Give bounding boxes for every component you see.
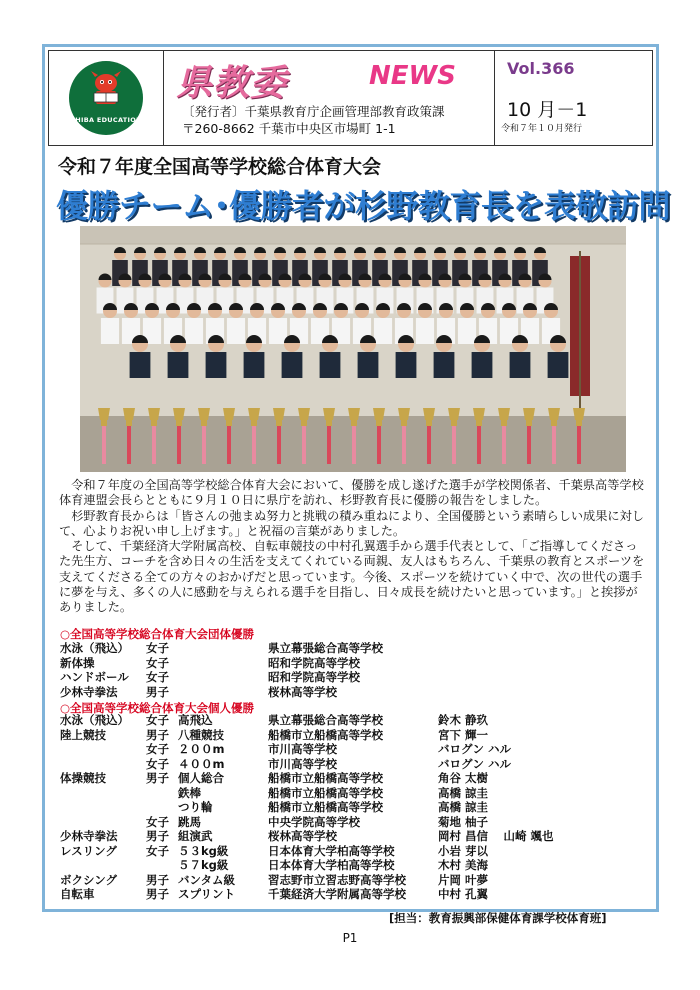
ribbon xyxy=(352,426,356,464)
person-silhouette xyxy=(227,318,245,344)
paragraph: 杉野教育長からは「皆さんの弛まぬ努力と挑戦の積み重ねにより、全国優勝という素晴らしい成果に対して、心よりお祝い申し上げます。」と祝福の言葉がありました。 xyxy=(59,508,644,538)
event-name: ２００m xyxy=(178,742,225,756)
ribbon xyxy=(477,426,481,464)
event-name: つり輪 xyxy=(178,800,213,814)
gender: 女子 xyxy=(146,756,169,771)
mascot-icon xyxy=(85,69,127,109)
gender: 女子 xyxy=(146,713,169,727)
gender: 男子 xyxy=(146,872,169,887)
logo-text: CHIBA EDUCATION xyxy=(70,116,142,124)
school-name: 昭和学院高等学校 xyxy=(268,655,360,670)
gender: 女子 xyxy=(146,670,169,684)
event-name: 高飛込 xyxy=(178,713,213,727)
school-name: 船橋市立船橋高等学校 xyxy=(268,800,383,814)
individual-result-row xyxy=(60,757,620,771)
individual-result-row xyxy=(60,728,620,742)
publisher-line-2: 〒260-8662 千葉市中央区市場町 1-1 xyxy=(182,121,396,136)
logo-box xyxy=(49,51,164,145)
individual-result-row xyxy=(60,844,620,858)
person-silhouette xyxy=(168,352,189,378)
person-silhouette xyxy=(548,352,569,378)
sport-name: ハンドボール xyxy=(60,670,129,684)
event-name: 八種競技 xyxy=(178,727,224,742)
article-headline: 優勝チーム･優勝者が杉野教育長を表敬訪問 xyxy=(56,187,671,225)
athlete-name: 菊地 柚子 xyxy=(438,814,489,829)
person-silhouette xyxy=(358,352,379,378)
person-silhouette xyxy=(458,318,476,344)
ribbon xyxy=(277,426,281,464)
individual-result-row xyxy=(60,829,620,843)
ribbon xyxy=(327,426,331,464)
publisher-info xyxy=(182,103,445,137)
individual-result-row xyxy=(60,713,620,727)
ribbon xyxy=(577,426,581,464)
sport-name: 水泳（飛込） xyxy=(60,641,129,655)
team-section-title: ○全国高等学校総合体育大会団体優勝 xyxy=(60,627,255,641)
sport-name: 少林寺拳法 xyxy=(60,829,118,843)
event-name: 跳馬 xyxy=(178,814,201,829)
ribbon xyxy=(152,426,156,464)
person-silhouette xyxy=(130,352,151,378)
event-name: ５３kg級 xyxy=(178,843,229,858)
person-silhouette xyxy=(416,318,434,344)
issue-date: 10 月－1 xyxy=(507,99,588,121)
athlete-name: 高橋 諒圭 xyxy=(438,785,489,800)
athlete-name: 中村 孔翼 xyxy=(438,887,489,901)
ribbon xyxy=(127,426,131,464)
contact-credit: [担当：教育振興部保健体育課学校体育班] xyxy=(389,911,607,925)
individual-result-row xyxy=(60,815,620,829)
person-silhouette xyxy=(320,352,341,378)
sport-name: 自転車 xyxy=(60,887,95,901)
team-result-row xyxy=(60,670,620,684)
ribbon xyxy=(302,426,306,464)
publisher-line-1: 〔発行者〕千葉県教育庁企画管理部教育政策課 xyxy=(182,104,445,119)
athlete-name: バログン ハル xyxy=(438,756,512,771)
gender: 女子 xyxy=(146,814,169,829)
individual-result-row xyxy=(60,771,620,785)
chiba-education-logo xyxy=(69,61,143,135)
person-silhouette xyxy=(185,318,203,344)
masthead-box xyxy=(164,51,495,145)
school-name: 船橋市立船橋高等学校 xyxy=(268,727,383,742)
gender: 男子 xyxy=(146,829,169,843)
event-name: スプリント xyxy=(178,887,236,901)
event-name: 鉄棒 xyxy=(178,785,201,800)
sport-name: ボクシング xyxy=(60,872,117,887)
athlete-name: 木村 美海 xyxy=(438,858,489,872)
newsletter-header xyxy=(48,50,653,146)
gender: 女子 xyxy=(146,843,169,858)
school-name: 千葉経済大学附属高等学校 xyxy=(268,887,406,901)
person-silhouette xyxy=(269,318,287,344)
school-name: 習志野市立習志野高等学校 xyxy=(268,872,406,887)
person-silhouette xyxy=(244,352,265,378)
page-number: P1 xyxy=(342,931,358,945)
sport-name: 陸上競技 xyxy=(60,727,106,742)
athlete-name: 宮下 輝一 xyxy=(438,727,489,742)
athlete-name: バログン ハル xyxy=(438,742,512,756)
athlete-name: 片岡 叶夢 xyxy=(438,872,489,887)
school-name: 県立幕張総合高等学校 xyxy=(268,713,383,727)
ribbon xyxy=(102,426,106,464)
school-name: 桜林高等学校 xyxy=(268,829,337,843)
sport-name: レスリング xyxy=(60,843,117,858)
ribbon xyxy=(527,426,531,464)
individual-result-row xyxy=(60,786,620,800)
gender: 男子 xyxy=(146,887,169,901)
school-name: 日本体育大学柏高等学校 xyxy=(268,843,395,858)
gender: 男子 xyxy=(146,684,169,699)
team-result-row xyxy=(60,656,620,670)
ribbon xyxy=(377,426,381,464)
person-silhouette xyxy=(510,352,531,378)
athlete-name: 岡村 昌信 山崎 颯也 xyxy=(438,829,554,843)
school-name: 昭和学院高等学校 xyxy=(268,670,360,684)
athlete-name: 角谷 太樹 xyxy=(438,771,489,785)
issued-date: 令和７年１０月発行 xyxy=(501,124,583,134)
person-silhouette xyxy=(396,352,417,378)
gender: 女子 xyxy=(146,742,169,756)
individual-section-title: ○全国高等学校総合体育大会個人優勝 xyxy=(60,701,255,715)
school-name: 市川高等学校 xyxy=(268,756,337,771)
issue-box xyxy=(495,51,652,145)
event-name: 個人総合 xyxy=(178,771,224,785)
sport-name: 少林寺拳法 xyxy=(60,684,118,699)
school-name: 県立幕張総合高等学校 xyxy=(268,641,383,655)
ribbon xyxy=(177,426,181,464)
ribbon xyxy=(552,426,556,464)
event-name: 組演武 xyxy=(178,829,213,843)
school-name: 市川高等学校 xyxy=(268,742,337,756)
gender: 男子 xyxy=(146,727,169,742)
school-name: 日本体育大学柏高等学校 xyxy=(268,858,395,872)
news-label: NEWS xyxy=(369,61,456,91)
event-name: ５７kg級 xyxy=(178,858,229,872)
individual-result-row xyxy=(60,742,620,756)
ribbon xyxy=(202,426,206,464)
school-name: 船橋市立船橋高等学校 xyxy=(268,785,383,800)
ribbon xyxy=(252,426,256,464)
person-silhouette xyxy=(282,352,303,378)
sport-name: 水泳（飛込） xyxy=(60,713,129,727)
school-name: 中央学院高等学校 xyxy=(268,814,360,829)
individual-result-row xyxy=(60,887,620,901)
gender: 男子 xyxy=(146,771,169,785)
individual-result-row xyxy=(60,858,620,872)
person-silhouette xyxy=(101,318,119,344)
athlete-name: 鈴木 静玖 xyxy=(438,713,489,727)
person-silhouette xyxy=(434,352,455,378)
event-name: ４００m xyxy=(178,756,225,771)
ribbon xyxy=(402,426,406,464)
person-silhouette xyxy=(374,318,392,344)
event-name: バンタム級 xyxy=(178,872,236,887)
athlete-name: 高橋 諒圭 xyxy=(438,800,489,814)
article-body xyxy=(59,478,649,616)
sport-name: 新体操 xyxy=(60,655,95,670)
individual-result-row xyxy=(60,873,620,887)
volume-number: Vol.366 xyxy=(507,59,575,78)
paragraph: そして、千葉経済大学附属高校、自転車競技の中村孔翼選手から選手代表として、「ご指導してくださった先生方、コーチを含め日々の生活を支えてくれている両親、友人はもちろん、千葉県の教育とスポーツを支えてくださる全ての方々のおかげだと思っています。今後、スポーツを続けていく中で、次の世代の選手に夢を与え、多くの人に感動を与えられる選手を目指し、日々成長を続けたいと思っています。」と挨拶がありました。 xyxy=(59,539,645,615)
sport-name: 体操競技 xyxy=(60,771,106,785)
gender: 女子 xyxy=(146,641,169,655)
athlete-name: 小岩 芽以 xyxy=(438,843,489,858)
paragraph: 令和７年度の全国高等学校総合体育大会において、優勝を成し遂げた選手が学校関係者、千葉県高等学校体育連盟会長らとともに９月１０日に県庁を訪れ、杉野教育長に優勝の報告をしました。 xyxy=(59,478,644,508)
group-photo xyxy=(80,226,626,472)
group-photo-illustration xyxy=(80,226,626,472)
gender: 女子 xyxy=(146,655,169,670)
team-result-row xyxy=(60,641,620,655)
ribbon xyxy=(227,426,231,464)
ribbon xyxy=(452,426,456,464)
person-silhouette xyxy=(206,352,227,378)
school-name: 桜林高等学校 xyxy=(268,684,337,699)
team-result-row xyxy=(60,685,620,699)
article-subtitle: 令和７年度全国高等学校総合体育大会 xyxy=(58,156,382,178)
masthead-title: 県教委 xyxy=(176,62,288,104)
school-name: 船橋市立船橋高等学校 xyxy=(268,771,383,785)
individual-result-row xyxy=(60,800,620,814)
ribbon xyxy=(502,426,506,464)
ribbon xyxy=(427,426,431,464)
person-silhouette xyxy=(472,352,493,378)
